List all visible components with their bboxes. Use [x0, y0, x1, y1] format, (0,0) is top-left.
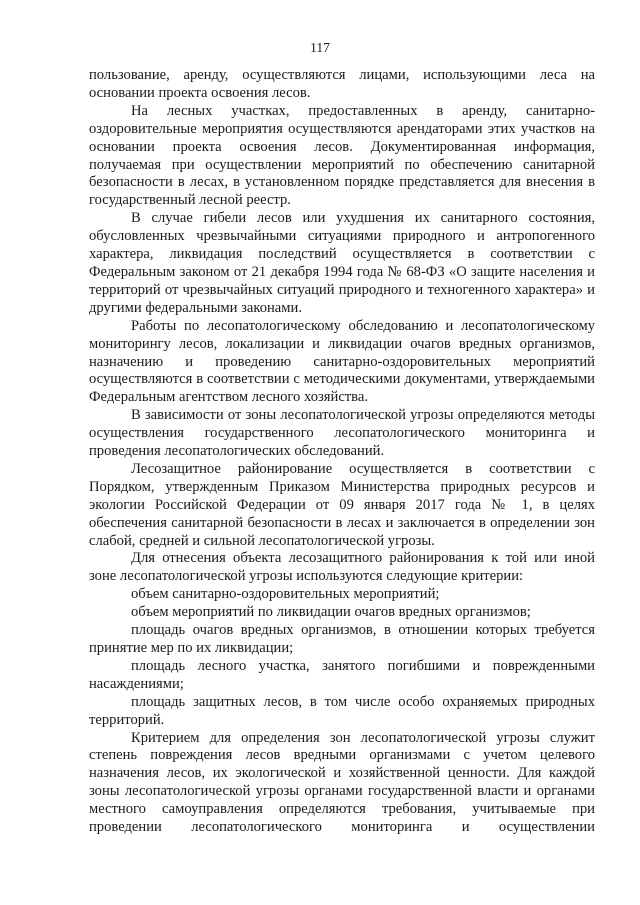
paragraph: пользование, аренду, осуществляются лицами, использующими леса на основании проекта освоения лесов.	[89, 67, 595, 101]
paragraph: объем санитарно-оздоровительных мероприятий;	[131, 586, 440, 603]
paragraph: площадь лесного участка, занятого погибшими и поврежденными насаждениями;	[89, 657, 595, 692]
paragraph: В случае гибели лесов или ухудшения их санитарного состояния, обусловленных чрезвычайными ситуациями природного и антропогенного характера, ликвидация последствий осуществляется в соответствии с Федеральным законом от 21 декабря 1994 года № 68-ФЗ «О защите населения и территорий от чрезвычайных ситуаций природного и техногенного характера» и другими федеральными законами.	[89, 210, 595, 316]
paragraph: Для отнесения объекта лесозащитного районирования к той или иной зоне лесопатологической угрозы используются следующие критерии:	[89, 550, 595, 585]
page-number: 117	[310, 40, 330, 55]
paragraph: На лесных участках, предоставленных в аренду, санитарно-оздоровительные мероприятия осуществляются арендаторами этих участков на основании проекта освоения лесов. Документированная информация, получаемая при осуществлении мероприятий по обеспечению санитарной безопасности в лесах, в установленном порядке представляется для внесения в государственный лесной реестр.	[89, 102, 595, 209]
document-body	[89, 67, 595, 837]
paragraph: Работы по лесопатологическому обследованию и лесопатологическому мониторингу лесов, локализации и ликвидации очагов вредных организмов, назначению и проведению санитарно-оздоровительных мероприятий осуществляются в соответствии с методическими документами, утверждаемыми Федеральным агентством лесного хозяйства.	[89, 317, 595, 406]
paragraph: площадь защитных лесов, в том числе особо охраняемых природных территорий.	[89, 693, 595, 728]
paragraph: объем мероприятий по ликвидации очагов вредных организмов;	[131, 604, 531, 621]
paragraph: Критерием для определения зон лесопатологической угрозы служит степень повреждения лесов вредными организмами с учетом целевого назначения лесов, их экологической и хозяйственной ценности. Для каждой зоны лесопатологической угрозы органами государственной власти и органами местного самоуправления определяются требования, учитываемые при проведении лесопатологического мониторинга и осуществлении	[89, 729, 595, 836]
paragraph: Лесозащитное районирование осуществляется в соответствии с Порядком, утвержденным Приказом Министерства природных ресурсов и экологии Российской Федерации от 09 января 2017 года № 1, в целях обеспечения санитарной безопасности в лесах и заключается в определении зон слабой, средней и сильной лесопатологической угрозы.	[89, 460, 595, 549]
paragraph: площадь очагов вредных организмов, в отношении которых требуется принятие мер по их ликвидации;	[89, 622, 595, 656]
paragraph: В зависимости от зоны лесопатологической угрозы определяются методы осуществления государственного лесопатологического мониторинга и проведения лесопатологических обследований.	[89, 407, 595, 460]
